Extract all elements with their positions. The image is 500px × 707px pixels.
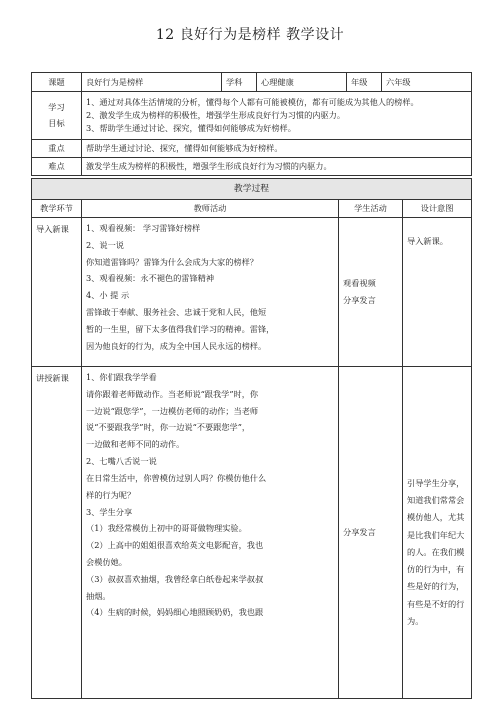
info-table [31,72,472,176]
header-stage: 教学环节 [32,200,82,218]
discipline-value: 心理健康 [257,73,347,92]
design-intent: 引导学生分享， 知道我们常常会 模仿他人，尤其 是比我们年纪大 的人。在我们模 仿的行为中，有 些是好的行为， 有些是不好的行 为。 [403,367,472,699]
grade-value: 六年级 [382,73,472,92]
student-activity: 分享发言 [339,367,403,699]
process-table [31,178,472,699]
header-student: 学生活动 [339,200,403,218]
design-intent: 导入新课。 [403,218,472,367]
student-activity: 观看视频 分享发言 [339,218,403,367]
table-row [32,218,472,367]
process-section-title: 教学过程 [32,179,472,200]
teacher-activity: 1、观看视频： 学习雷锋好榜样 2、说一说 你知道雷锋吗？雷锋为什么会成为大家的榜样？ 3、观看视频：永不褪色的雷锋精神 4、小 提 示 雷锋敢于奉献、服务社会、忠诚于党和人民，他短 暂的一生里，留下太多值得我们学习的精神。雷锋， 因为他良好的行为，成为全中国人民永远的榜样。 [82,218,339,367]
goal-item: 2、激发学生成为榜样的积极性，增强学生形成良好行为习惯的内驱力。 [86,110,346,121]
subject-value: 良好行为是榜样 [82,73,222,92]
stage-cell: 讲授新课 [32,367,82,699]
document-title: 12 良好行为是榜样 教学设计 [155,27,345,43]
teacher-activity: 1、你们跟我学学看 请你跟着老师做动作。当老师说“跟我学”时，你 一边说“跟您学”，一边模仿老师的动作；当老师 说“不要跟我学”时，你一边说“不要跟您学”， 一边做和老师不同的动作。 2、七嘴八舌说一说 在日常生活中，你曾模仿过别人吗？你模仿他什么 样的行为呢？ 3、学生分享 （1）我经常模仿上初中的哥哥做物理实验。 （2）上高中的姐姐很喜欢给英文电影配音，我也 会模仿她。 （3）叔叔喜欢抽烟，我曾经拿白纸卷起来学叔叔 抽烟。 （4）生病的时候，妈妈细心地照顾奶奶，我也跟 [82,367,339,699]
goals-label: 学习 目标 [32,92,82,140]
difficulty-label: 难点 [32,158,82,176]
stage-cell: 导入新课 [32,218,82,367]
goal-item: 1、通过对具体生活情境的分析，懂得每个人都有可能被模仿，都有可能成为其他人的榜样。 [86,97,419,108]
discipline-label: 学科 [222,73,257,92]
key-value: 帮助学生通过讨论、探究，懂得如何能够成为好榜样。 [82,140,472,158]
subject-label: 课题 [32,73,82,92]
goal-item: 3、帮助学生通过讨论、探究，懂得如何能够成为好榜样。 [86,122,296,133]
goals-list [82,92,472,140]
grade-label: 年级 [347,73,382,92]
key-label: 重点 [32,140,82,158]
header-teacher: 教师活动 [82,200,339,218]
table-row [32,367,472,699]
difficulty-value: 激发学生成为榜样的积极性，增强学生形成良好行为习惯的内驱力。 [82,158,472,176]
header-intent: 设计意图 [403,200,472,218]
